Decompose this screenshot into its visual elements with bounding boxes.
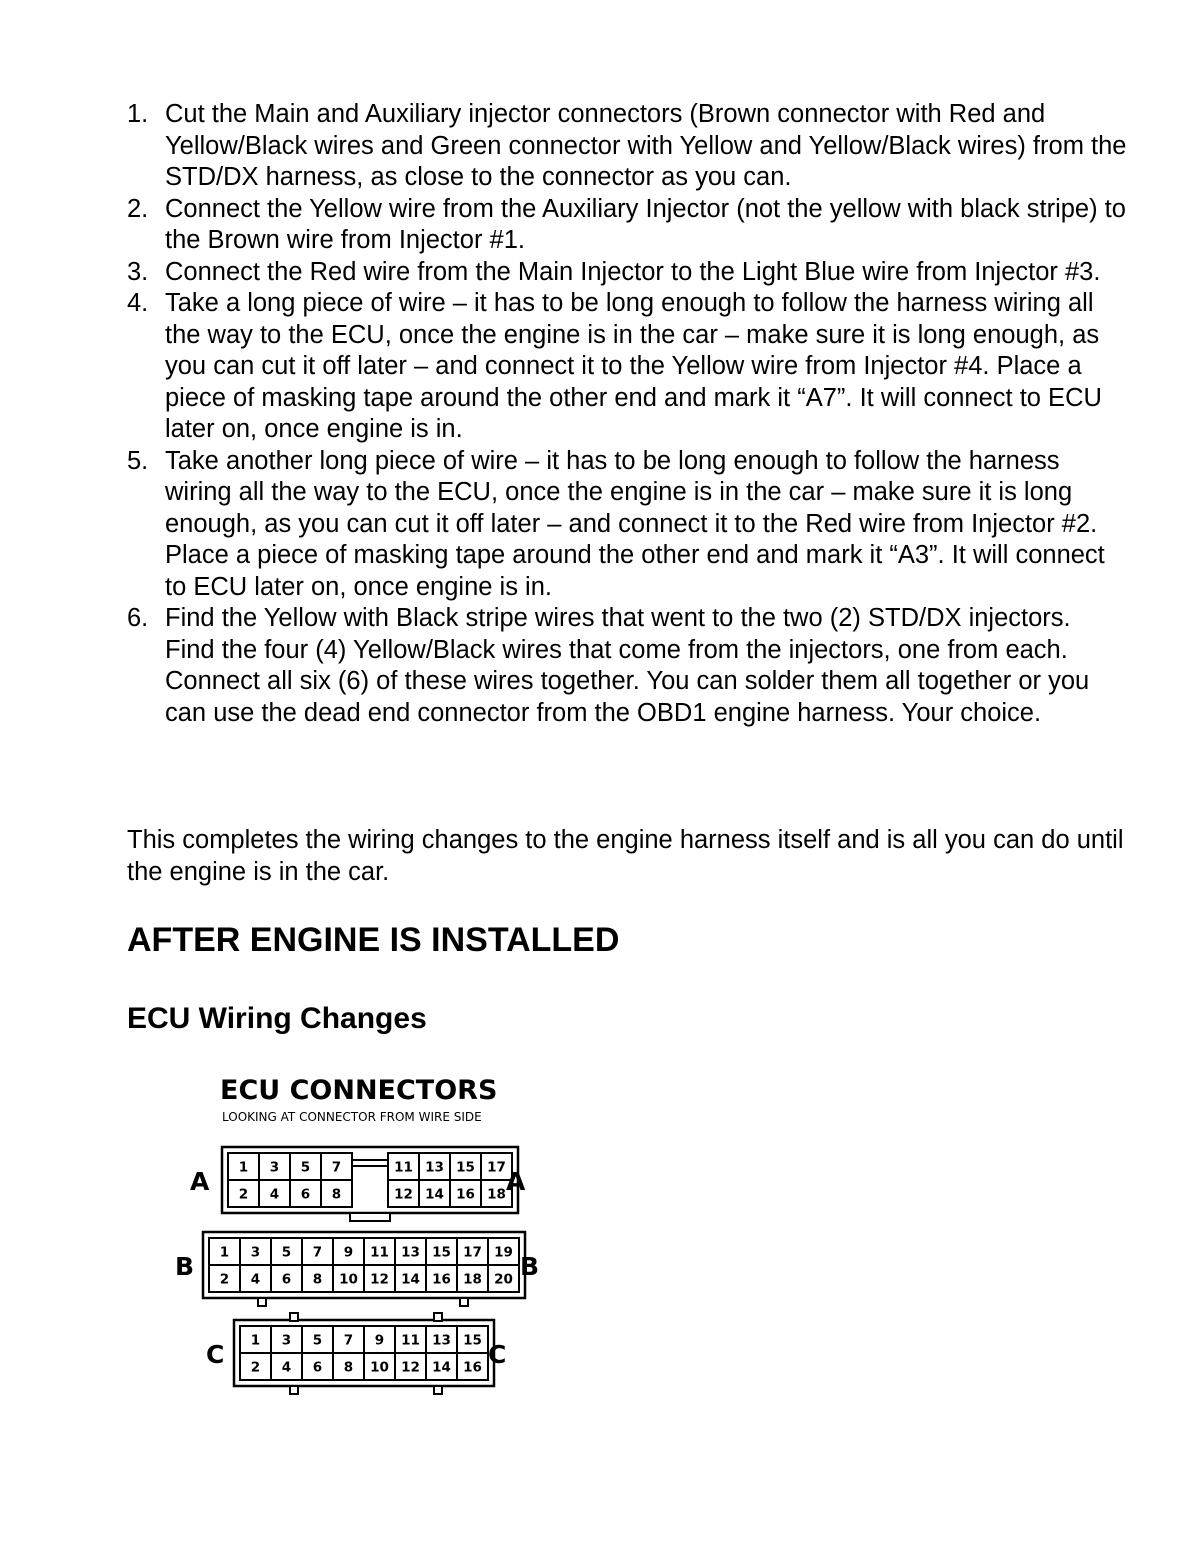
- pin-number: 14: [432, 1359, 451, 1376]
- pin-number: 12: [401, 1359, 420, 1376]
- step-item: [127, 99, 1127, 194]
- pin-number: 10: [339, 1271, 358, 1288]
- pin-number: 15: [456, 1159, 475, 1176]
- connector-a: [190, 1147, 526, 1221]
- connector-label-left: A: [190, 1167, 210, 1196]
- pin-number: 9: [343, 1244, 354, 1261]
- pin-number: 13: [432, 1332, 451, 1349]
- step-item: [127, 288, 1127, 446]
- step-text: Connect the Yellow wire from the Auxiliary Injector (not the yellow with black stripe) to the Brown wire from Injector #1.: [165, 194, 1126, 254]
- connector-label-right: A: [506, 1167, 526, 1196]
- step-number: 6.: [127, 604, 149, 632]
- pin-number: 4: [281, 1359, 292, 1376]
- connector-c: [206, 1313, 506, 1394]
- pin-number: 18: [463, 1271, 482, 1288]
- step-number: 3.: [127, 257, 149, 286]
- pin-number: 19: [494, 1244, 513, 1261]
- pin-number: 20: [494, 1271, 513, 1288]
- pin-number: 14: [425, 1186, 444, 1203]
- pin-number: 4: [269, 1186, 280, 1203]
- pin-number: 1: [250, 1332, 261, 1349]
- pin-number: 2: [238, 1186, 249, 1203]
- step-number: 2.: [127, 194, 149, 223]
- step-text: Find the Yellow with Black stripe wires that went to the two (2) STD/DX injectors. Find the four (4) Yellow/Black wires that come from the injectors, one from each. Connect all six (6) of these wires together. You can solder them all together or you can use the dead end connector from the OBD1 engine harness. Your choice.: [165, 604, 1090, 727]
- step-number: 4.: [127, 289, 149, 317]
- pin-number: 7: [343, 1332, 354, 1349]
- pin-number: 5: [281, 1244, 292, 1261]
- pin-number: 4: [250, 1271, 261, 1288]
- pin-number: 13: [425, 1159, 444, 1176]
- diagram-title: ECU CONNECTORS: [220, 1075, 498, 1106]
- pin-number: 17: [463, 1244, 482, 1261]
- pin-number: 9: [374, 1332, 385, 1349]
- pin-number: 15: [463, 1332, 482, 1349]
- closing-paragraph: This completes the wiring changes to the engine harness itself and is all you can do until the engine is in the car.: [127, 826, 1124, 886]
- connector-label-right: B: [520, 1252, 540, 1281]
- pin-number: 8: [312, 1271, 323, 1288]
- pin-number: 3: [281, 1332, 292, 1349]
- pin-number: 16: [463, 1359, 482, 1376]
- key-tab: [434, 1313, 442, 1321]
- step-item: [127, 446, 1127, 604]
- pin-number: 11: [394, 1159, 413, 1176]
- key-tab: [290, 1386, 298, 1394]
- connector-label-left: B: [175, 1252, 195, 1281]
- pin-number: 6: [300, 1186, 311, 1203]
- pin-number: 17: [487, 1159, 506, 1176]
- pin-number: 5: [300, 1159, 311, 1176]
- step-number: 1.: [127, 100, 149, 128]
- instruction-steps: [127, 99, 1127, 729]
- step-number: 5.: [127, 446, 149, 475]
- connector-label-left: C: [206, 1340, 225, 1369]
- pin-number: 6: [312, 1359, 323, 1376]
- key-tab: [350, 1213, 390, 1221]
- pin-number: 1: [219, 1244, 230, 1261]
- diagram-subtitle: LOOKING AT CONNECTOR FROM WIRE SIDE: [222, 1110, 482, 1124]
- step-item: [127, 194, 1127, 257]
- pin-number: 12: [394, 1186, 413, 1203]
- section-heading: AFTER ENGINE IS INSTALLED: [127, 921, 620, 959]
- pin-number: 11: [370, 1244, 389, 1261]
- pin-number: 15: [432, 1244, 451, 1261]
- ecu-connectors-diagram: [170, 1065, 570, 1395]
- pin-number: 2: [219, 1271, 230, 1288]
- pin-number: 14: [401, 1271, 420, 1288]
- pin-number: 10: [370, 1359, 389, 1376]
- step-text: Connect the Red wire from the Main Injector to the Light Blue wire from Injector #3.: [165, 257, 1101, 286]
- step-item: [127, 603, 1127, 729]
- ecu-connectors-svg: [170, 1065, 570, 1395]
- key-tab: [290, 1313, 298, 1321]
- step-text: Take a long piece of wire – it has to be long enough to follow the harness wiring all the way to the ECU, once the engine is in the car – make sure it is long enough, as you can cut it off later – and connect it to the Yellow wire from Injector #4. Place a piece of masking tape around the other end and mark it “A7”. It will connect to ECU later on, once engine is in.: [165, 289, 1102, 443]
- key-tab: [258, 1298, 266, 1306]
- connector-b: [175, 1232, 539, 1306]
- connector-label-right: C: [488, 1340, 507, 1369]
- pin-number: 3: [269, 1159, 280, 1176]
- pin-number: 13: [401, 1244, 420, 1261]
- pin-number: 6: [281, 1271, 292, 1288]
- pin-number: 2: [250, 1359, 261, 1376]
- pin-number: 5: [312, 1332, 323, 1349]
- pin-number: 7: [331, 1159, 342, 1176]
- pin-number: 1: [238, 1159, 249, 1176]
- key-tab: [460, 1298, 468, 1306]
- subsection-heading: ECU Wiring Changes: [127, 1002, 427, 1035]
- pin-number: 8: [343, 1359, 354, 1376]
- step-text: Take another long piece of wire – it has to be long enough to follow the harness wiring all the way to the ECU, once the engine is in the car – make sure it is long enough, as you can cut it off later – and connect it to the Red wire from Injector #2. Place a piece of masking tape around the other end and mark it “A3”. It will connect to ECU later on, once engine is in.: [165, 446, 1105, 601]
- pin-number: 12: [370, 1271, 389, 1288]
- pin-number: 8: [331, 1186, 342, 1203]
- pin-number: 11: [401, 1332, 420, 1349]
- step-text: Cut the Main and Auxiliary injector connectors (Brown connector with Red and Yellow/Black wires and Green connector with Yellow and Yellow/Black wires) from the STD/DX harness, as close to the connector as you can.: [165, 100, 1127, 191]
- step-item: [127, 257, 1127, 289]
- pin-number: 7: [312, 1244, 323, 1261]
- pin-number: 16: [432, 1271, 451, 1288]
- pin-number: 3: [250, 1244, 261, 1261]
- pin-number: 16: [456, 1186, 475, 1203]
- key-tab: [434, 1386, 442, 1394]
- pin-number: 18: [487, 1186, 506, 1203]
